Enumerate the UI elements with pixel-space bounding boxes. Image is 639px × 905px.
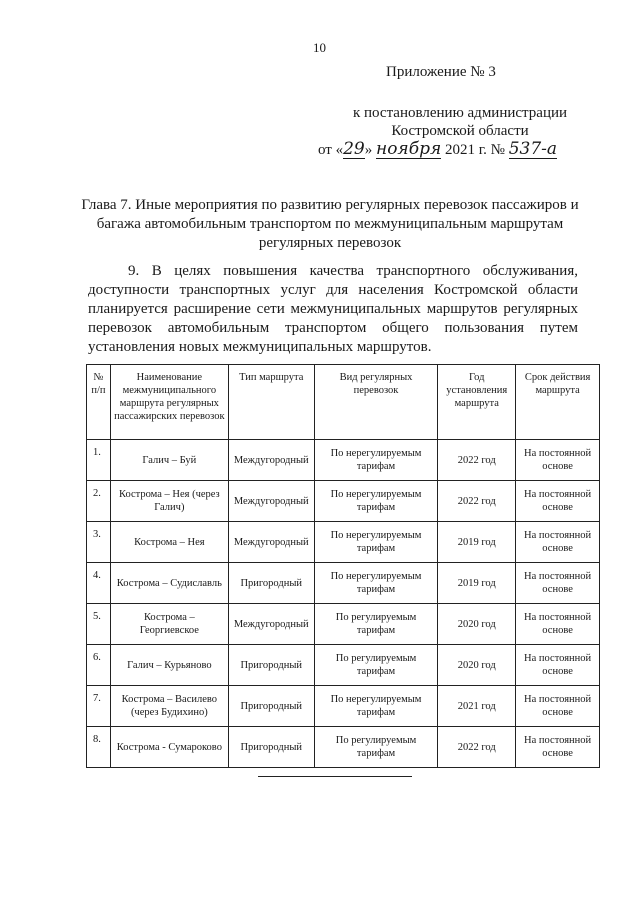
cell-route-type: Междугородный [228,604,314,645]
cell-transport-kind: По нерегулируемым тарифам [314,481,438,522]
header-year: Год установления маршрута [438,365,516,440]
cell-route-type: Междугородный [228,440,314,481]
cell-year: 2022 год [438,440,516,481]
decree-date-prefix: от « [318,142,344,158]
table-row [87,686,600,727]
cell-num: 3. [87,522,111,563]
decree-line-2: Костромской области [391,123,529,139]
header-term: Срок действия маршрута [516,365,600,440]
cell-route-type: Пригородный [228,686,314,727]
cell-route-name: Кострома - Сумароково [110,727,228,768]
body-paragraph: 9. В целях повышения качества транспортного обслуживания, доступности транспортных услуг для населения Костромской области планируется расширение сети межмуниципальных маршрутов регулярных перевозок автомобильным транспортом общего пользования путем установления новых межмуниципальных маршрутов. [88,263,578,355]
cell-route-name: Кострома – Нея [110,522,228,563]
decree-date-mid: » [364,142,373,158]
cell-year: 2022 год [438,481,516,522]
cell-transport-kind: По нерегулируемым тарифам [314,522,438,563]
header-route-name: Наименование межмуниципального маршрута регулярных пассажирских перевозок [110,365,228,440]
cell-year: 2020 год [438,604,516,645]
cell-route-type: Пригородный [228,727,314,768]
cell-route-type: Пригородный [228,645,314,686]
routes-table [86,364,600,768]
cell-term: На постоянной основе [516,440,600,481]
decree-date-line [318,140,557,159]
cell-transport-kind: По регулируемым тарифам [314,727,438,768]
page-number: 10 [313,40,326,55]
cell-num: 5. [87,604,111,645]
cell-transport-kind: По нерегулируемым тарифам [314,563,438,604]
cell-route-name: Кострома – Нея (через Галич) [110,481,228,522]
decree-month-handwritten: ноября [376,139,442,159]
cell-route-type: Пригородный [228,563,314,604]
cell-term: На постоянной основе [516,522,600,563]
cell-route-name: Галич – Курьяново [110,645,228,686]
table-row [87,645,600,686]
decree-day-handwritten: 29 [343,139,365,159]
cell-transport-kind: По регулируемым тарифам [314,645,438,686]
appendix-title: Приложение № 3 [386,64,496,80]
cell-route-type: Междугородный [228,522,314,563]
decree-number-handwritten: 537-а [508,139,558,159]
cell-term: На постоянной основе [516,727,600,768]
cell-year: 2019 год [438,522,516,563]
table-row [87,727,600,768]
decree-year-text: 2021 г. № [444,142,505,158]
header-num: № п/п [87,365,111,440]
cell-num: 1. [87,440,111,481]
table-row [87,522,600,563]
cell-num: 4. [87,563,111,604]
cell-transport-kind: По регулируемым тарифам [314,604,438,645]
cell-route-name: Кострома – Георгиевское [110,604,228,645]
table-row [87,604,600,645]
end-separator-line [258,776,412,777]
header-transport-kind: Вид регулярных перевозок [314,365,438,440]
header-route-type: Тип маршрута [228,365,314,440]
cell-term: На постоянной основе [516,563,600,604]
decree-line-1: к постановлению администрации [352,105,568,121]
cell-num: 2. [87,481,111,522]
chapter-title: Глава 7. Иные мероприятия по развитию регулярных перевозок пассажиров и багажа автомобильным транспортом по межмуниципальным маршрутам регулярных перевозок [81,197,579,251]
cell-term: На постоянной основе [516,645,600,686]
cell-num: 6. [87,645,111,686]
cell-year: 2022 год [438,727,516,768]
cell-route-name: Галич – Буй [110,440,228,481]
cell-transport-kind: По нерегулируемым тарифам [314,686,438,727]
cell-term: На постоянной основе [516,686,600,727]
cell-num: 7. [87,686,111,727]
cell-transport-kind: По нерегулируемым тарифам [314,440,438,481]
table-row [87,563,600,604]
cell-route-name: Кострома – Василево (через Будихино) [110,686,228,727]
table-row [87,481,600,522]
decree-reference [330,104,590,140]
table-row [87,440,600,481]
cell-year: 2019 год [438,563,516,604]
cell-term: На постоянной основе [516,481,600,522]
cell-num: 8. [87,727,111,768]
cell-term: На постоянной основе [516,604,600,645]
table-header-row [87,365,600,440]
cell-route-type: Междугородный [228,481,314,522]
cell-year: 2020 год [438,645,516,686]
cell-year: 2021 год [438,686,516,727]
cell-route-name: Кострома – Судиславль [110,563,228,604]
